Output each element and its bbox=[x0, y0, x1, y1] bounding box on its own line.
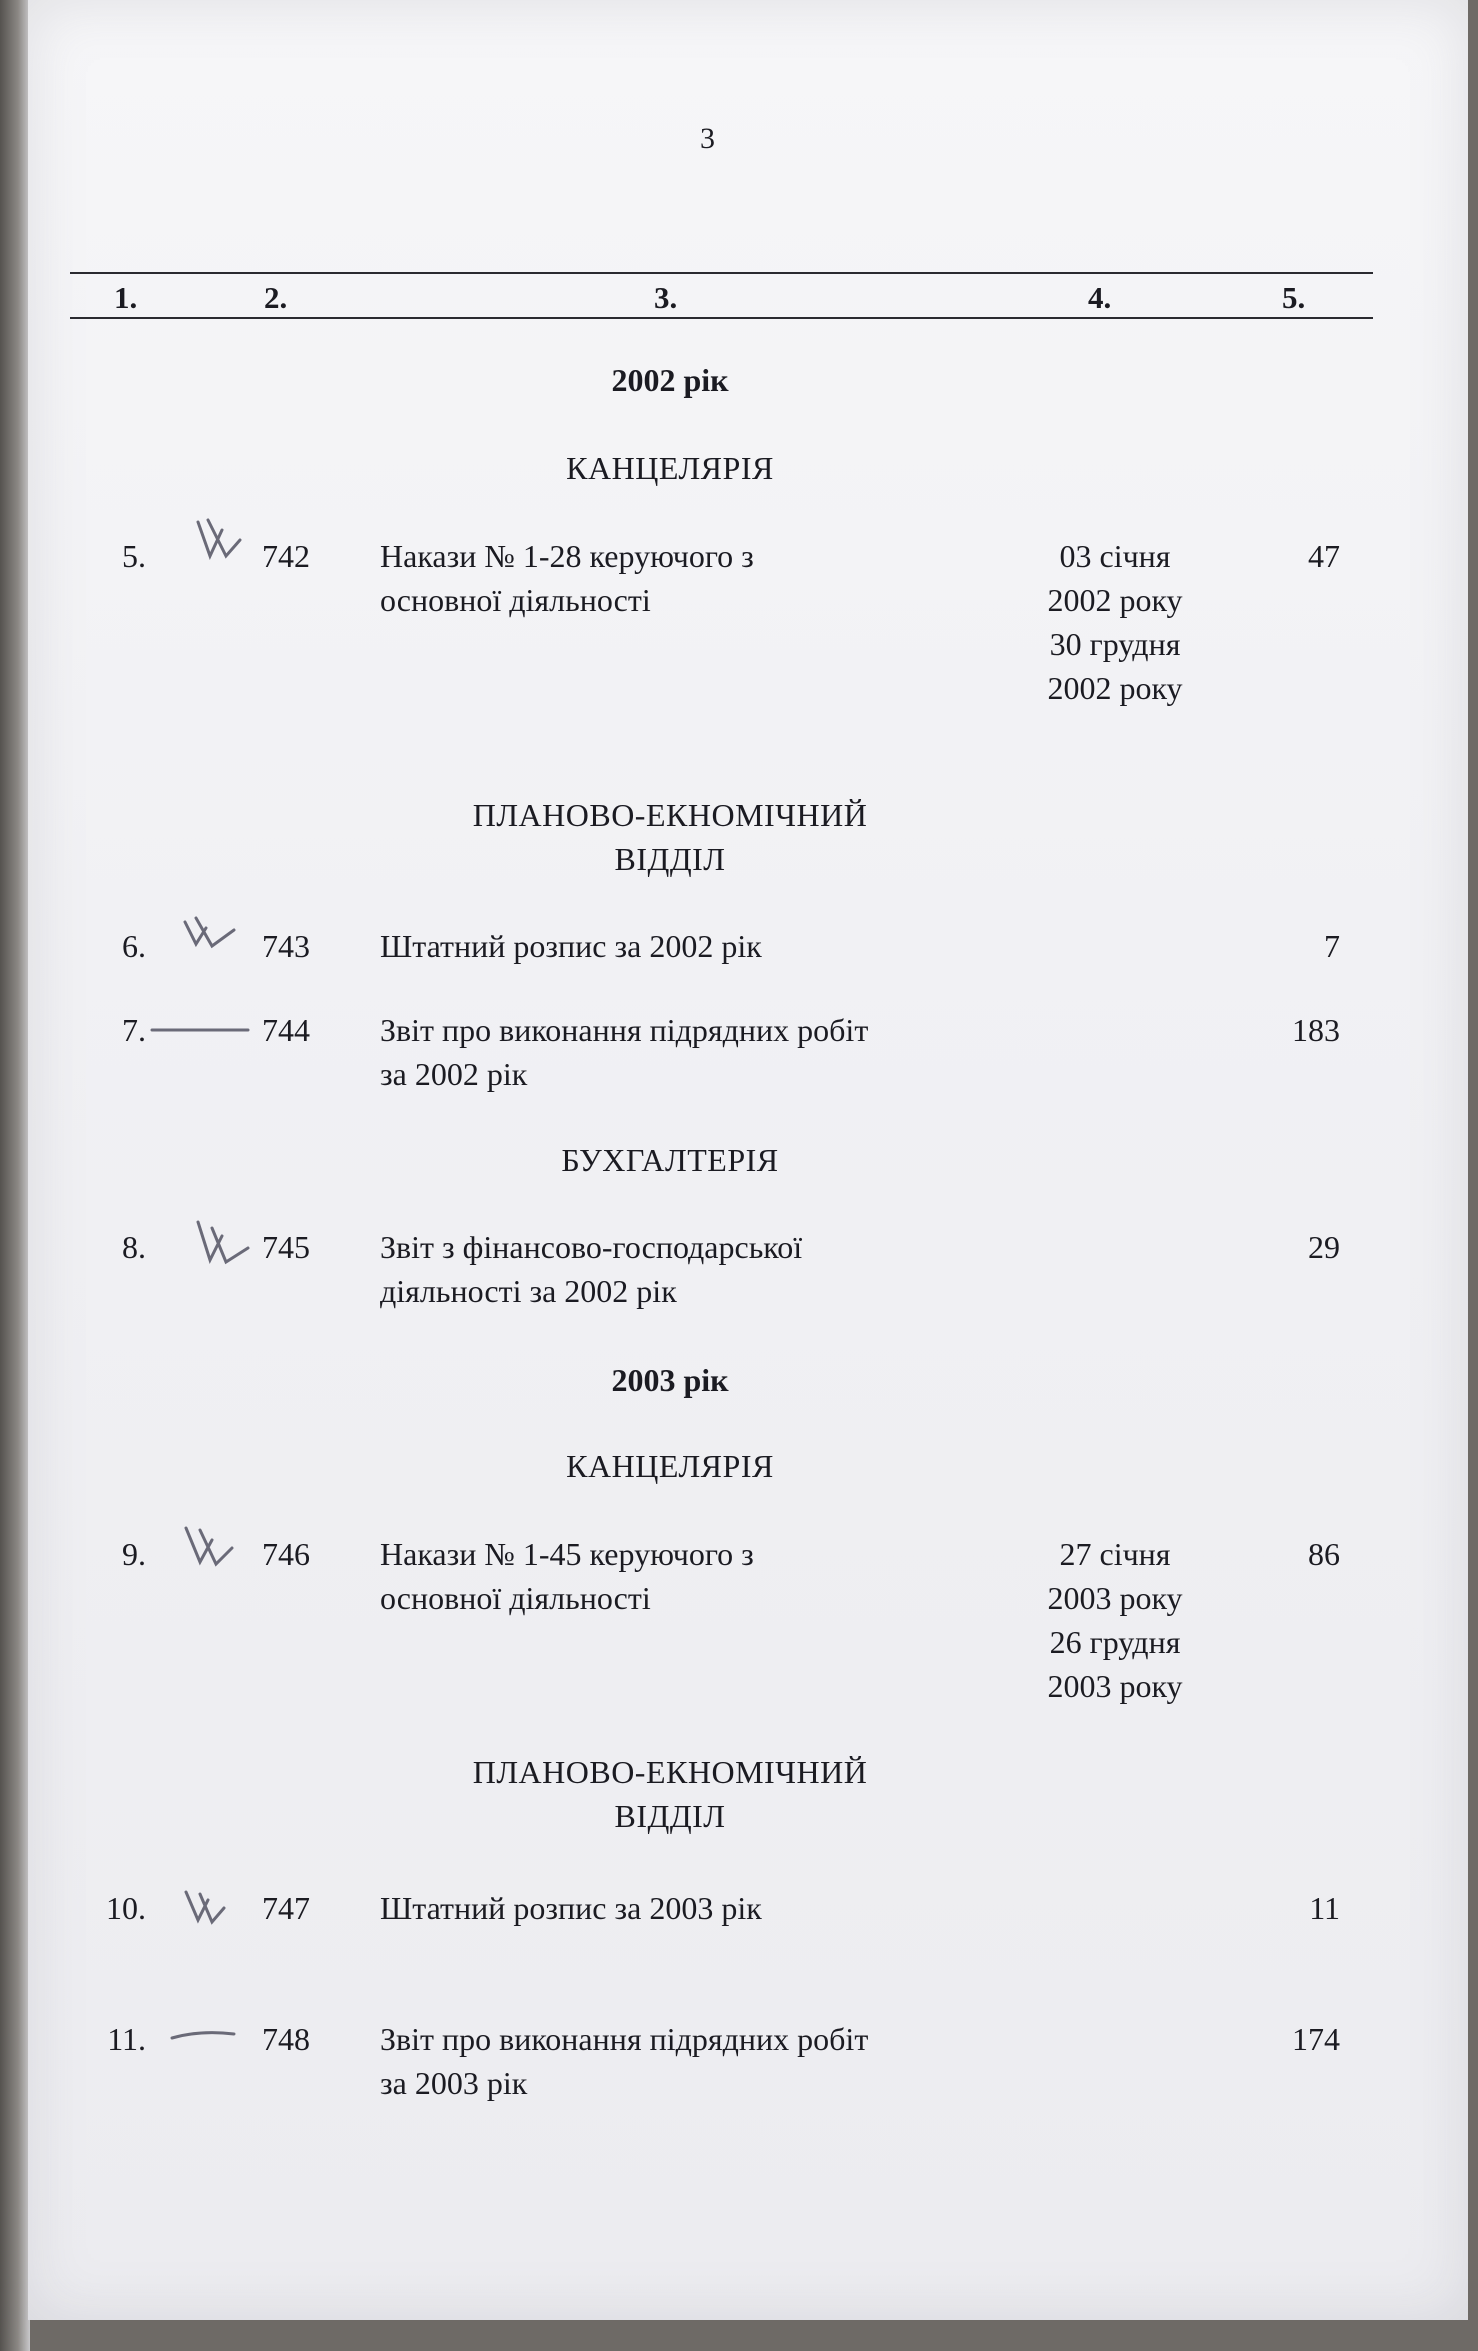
entry-pages: 11 bbox=[1309, 1890, 1340, 1926]
entry-number: 10. bbox=[106, 1890, 146, 1926]
entry-title: Штатний розпис за 2002 рік bbox=[380, 928, 762, 964]
entry-number: 6. bbox=[122, 928, 146, 964]
entry-dates: 27 січня 2003 року 26 грудня 2003 року bbox=[1047, 1536, 1183, 1704]
check-mark-icon bbox=[198, 1222, 248, 1262]
entry-title: Накази № 1-45 керуючого з основної діяльності bbox=[380, 1536, 754, 1616]
entry-title: Звіт про виконання підрядних робіт за 2002 рік bbox=[380, 1012, 869, 1092]
column-heading-3: 3. bbox=[654, 280, 678, 315]
entry-pages: 47 bbox=[1308, 538, 1340, 574]
check-mark-icon bbox=[185, 918, 234, 946]
check-mark-icon bbox=[186, 1892, 224, 1922]
entry-pages: 86 bbox=[1308, 1536, 1340, 1572]
department-heading: БУХГАЛТЕРІЯ bbox=[561, 1142, 779, 1178]
inventory-number: 745 bbox=[262, 1229, 310, 1265]
department-heading: ПЛАНОВО-ЕКНОМІЧНИЙ ВІДДІЛ bbox=[472, 1754, 868, 1834]
year-heading: 2003 рік bbox=[611, 1362, 729, 1398]
check-mark-icon bbox=[186, 1528, 232, 1564]
entry-number: 8. bbox=[122, 1229, 146, 1265]
column-heading-4: 4. bbox=[1088, 280, 1112, 315]
entry-pages: 29 bbox=[1308, 1229, 1340, 1265]
column-heading-1: 1. bbox=[114, 280, 138, 315]
entry-title: Накази № 1-28 керуючого з основної діяльності bbox=[380, 538, 754, 618]
inventory-number: 746 bbox=[262, 1536, 310, 1572]
department-heading: КАНЦЕЛЯРІЯ bbox=[566, 1448, 774, 1484]
inventory-number: 742 bbox=[262, 538, 310, 574]
entry-title: Звіт про виконання підрядних робіт за 2003 рік bbox=[380, 2021, 869, 2101]
inventory-number: 747 bbox=[262, 1890, 310, 1926]
page-number: 3 bbox=[700, 122, 715, 155]
entry-title: Штатний розпис за 2003 рік bbox=[380, 1890, 762, 1926]
entry-pages: 7 bbox=[1324, 928, 1340, 964]
year-heading: 2002 рік bbox=[611, 362, 729, 398]
entry-dates: 03 січня 2002 року 30 грудня 2002 року bbox=[1047, 538, 1183, 706]
entry-number: 9. bbox=[122, 1536, 146, 1572]
dash-mark-icon bbox=[172, 2033, 234, 2038]
entry-number: 5. bbox=[122, 538, 146, 574]
entry-pages: 174 bbox=[1292, 2021, 1340, 2057]
column-heading-5: 5. bbox=[1282, 280, 1306, 315]
inventory-number: 743 bbox=[262, 928, 310, 964]
department-heading: КАНЦЕЛЯРІЯ bbox=[566, 450, 774, 486]
entry-title: Звіт з фінансово-господарської діяльності за 2002 рік bbox=[380, 1229, 803, 1309]
entry-number: 7. bbox=[122, 1012, 146, 1048]
check-mark-icon bbox=[198, 520, 240, 556]
column-heading-2: 2. bbox=[264, 280, 288, 315]
inventory-number: 744 bbox=[262, 1012, 310, 1048]
department-heading: ПЛАНОВО-ЕКНОМІЧНИЙ ВІДДІЛ bbox=[472, 797, 868, 877]
entry-pages: 183 bbox=[1292, 1012, 1340, 1048]
entry-number: 11. bbox=[107, 2021, 146, 2057]
inventory-number: 748 bbox=[262, 2021, 310, 2057]
